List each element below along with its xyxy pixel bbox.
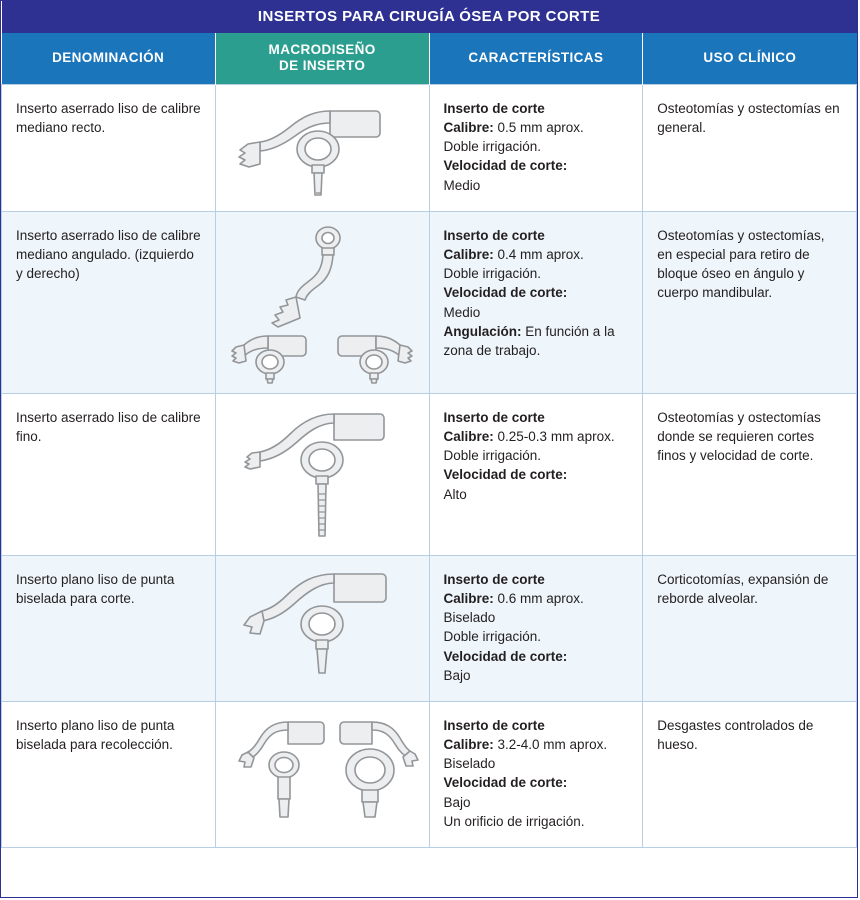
cell-denominacion [2, 393, 216, 555]
cell-caracteristicas [429, 84, 643, 211]
denominacion-text: Inserto plano liso de punta biselada para corte. [16, 571, 175, 607]
caracteristica-calibre-label: Calibre: [443, 247, 494, 263]
caracteristica-velocidad-value: Medio [443, 304, 481, 320]
caracteristica-angulacion-label: Angulación: [443, 323, 522, 339]
caracteristica-calibre-label: Calibre: [443, 591, 494, 607]
caracteristica-calibre-value: 0.4 mm aprox. [497, 247, 584, 263]
caracteristica-tipo: Inserto de corte [443, 409, 545, 425]
caracteristica-calibre-value: 3.2-4.0 mm aprox. [497, 737, 608, 753]
cell-uso-clinico [643, 84, 857, 211]
page-title: INSERTOS PARA CIRUGÍA ÓSEA POR CORTE [2, 1, 857, 33]
caracteristica-velocidad-value: Medio [443, 177, 481, 193]
column-header-denominacion: DENOMINACIÓN [2, 33, 216, 84]
cell-uso-clinico [643, 211, 857, 393]
caracteristica-velocidad-label: Velocidad de corte: [443, 158, 568, 174]
caracteristica-calibre-label: Calibre: [443, 429, 494, 445]
cell-macrodiseno [215, 393, 429, 555]
table-row [2, 701, 857, 847]
cell-macrodiseno [215, 84, 429, 211]
caracteristica-velocidad-value: Alto [443, 486, 467, 502]
caracteristica-orificio: Un orificio de irrigación. [443, 813, 585, 829]
cell-macrodiseno [215, 211, 429, 393]
column-header-caracteristicas: CARACTERÍSTICAS [429, 33, 643, 84]
caracteristica-biselado: Biselado [443, 610, 496, 626]
caracteristica-calibre-label: Calibre: [443, 120, 494, 136]
caracteristica-velocidad-label: Velocidad de corte: [443, 285, 568, 301]
column-header-macrodiseno-line1: MACRODISEÑO [268, 42, 376, 57]
cell-uso-clinico [643, 701, 857, 847]
cell-caracteristicas [429, 555, 643, 701]
table-row [2, 555, 857, 701]
table-row [2, 84, 857, 211]
caracteristica-tipo: Inserto de corte [443, 227, 545, 243]
caracteristica-tipo: Inserto de corte [443, 717, 545, 733]
caracteristica-velocidad-value: Bajo [443, 667, 471, 683]
caracteristica-angulacion-value: En función a la zona de trabajo. [443, 323, 615, 358]
uso-clinico-text: Osteotomías y ostectomías donde se requieren cortes finos y velocidad de corte. [657, 409, 821, 464]
inserto-aserrado-fino-icon [220, 402, 425, 547]
caracteristica-tipo: Inserto de corte [443, 100, 545, 116]
column-header-uso-clinico: USO CLÍNICO [643, 33, 857, 84]
column-header-macrodiseno [215, 33, 429, 84]
denominacion-text: Inserto aserrado liso de calibre mediano recto. [16, 100, 201, 136]
table-row [2, 393, 857, 555]
column-header-macrodiseno-line2: DE INSERTO [278, 58, 366, 74]
caracteristica-velocidad-label: Velocidad de corte: [443, 775, 568, 791]
inserto-aserrado-recto-icon [220, 93, 425, 203]
caracteristica-irrigacion: Doble irrigación. [443, 266, 542, 282]
caracteristica-velocidad-label: Velocidad de corte: [443, 648, 568, 664]
table-title-row [2, 1, 857, 33]
cell-caracteristicas [429, 701, 643, 847]
uso-clinico-text: Osteotomías y ostectomías en general. [657, 100, 840, 136]
table-header-row [2, 33, 857, 84]
denominacion-text: Inserto plano liso de punta biselada para recolección. [16, 717, 175, 753]
cell-denominacion [2, 555, 216, 701]
caracteristica-tipo: Inserto de corte [443, 571, 545, 587]
uso-clinico-text: Desgastes controlados de hueso. [657, 717, 814, 753]
caracteristica-irrigacion: Doble irrigación. [443, 139, 542, 155]
table-row [2, 211, 857, 393]
cell-caracteristicas [429, 211, 643, 393]
cell-uso-clinico [643, 393, 857, 555]
cell-macrodiseno [215, 555, 429, 701]
cell-denominacion [2, 211, 216, 393]
caracteristica-calibre-value: 0.6 mm aprox. [497, 591, 584, 607]
inserto-plano-biselado-corte-icon [220, 564, 425, 684]
inserto-aserrado-angulado-icon [220, 220, 425, 385]
cell-denominacion [2, 84, 216, 211]
caracteristica-irrigacion: Doble irrigación. [443, 448, 542, 464]
denominacion-text: Inserto aserrado liso de calibre mediano angulado. (izquierdo y derecho) [16, 227, 201, 282]
cell-denominacion [2, 701, 216, 847]
caracteristica-velocidad-label: Velocidad de corte: [443, 467, 568, 483]
cell-macrodiseno [215, 701, 429, 847]
caracteristica-calibre-value: 0.5 mm aprox. [497, 120, 584, 136]
caracteristica-biselado: Biselado [443, 756, 496, 772]
caracteristica-irrigacion: Doble irrigación. [443, 629, 542, 645]
cell-caracteristicas [429, 393, 643, 555]
caracteristica-calibre-label: Calibre: [443, 737, 494, 753]
denominacion-text: Inserto aserrado liso de calibre fino. [16, 409, 201, 445]
uso-clinico-text: Osteotomías y ostectomías, en especial para retiro de bloque óseo en ángulo y cuerpo mandibular. [657, 227, 825, 301]
caracteristica-velocidad-value: Bajo [443, 794, 471, 810]
insert-table [1, 1, 857, 848]
uso-clinico-text: Corticotomías, expansión de reborde alveolar. [657, 571, 829, 607]
caracteristica-calibre-value: 0.25-0.3 mm aprox. [497, 429, 615, 445]
inserto-plano-biselado-recoleccion-icon [220, 710, 425, 830]
cell-uso-clinico [643, 555, 857, 701]
